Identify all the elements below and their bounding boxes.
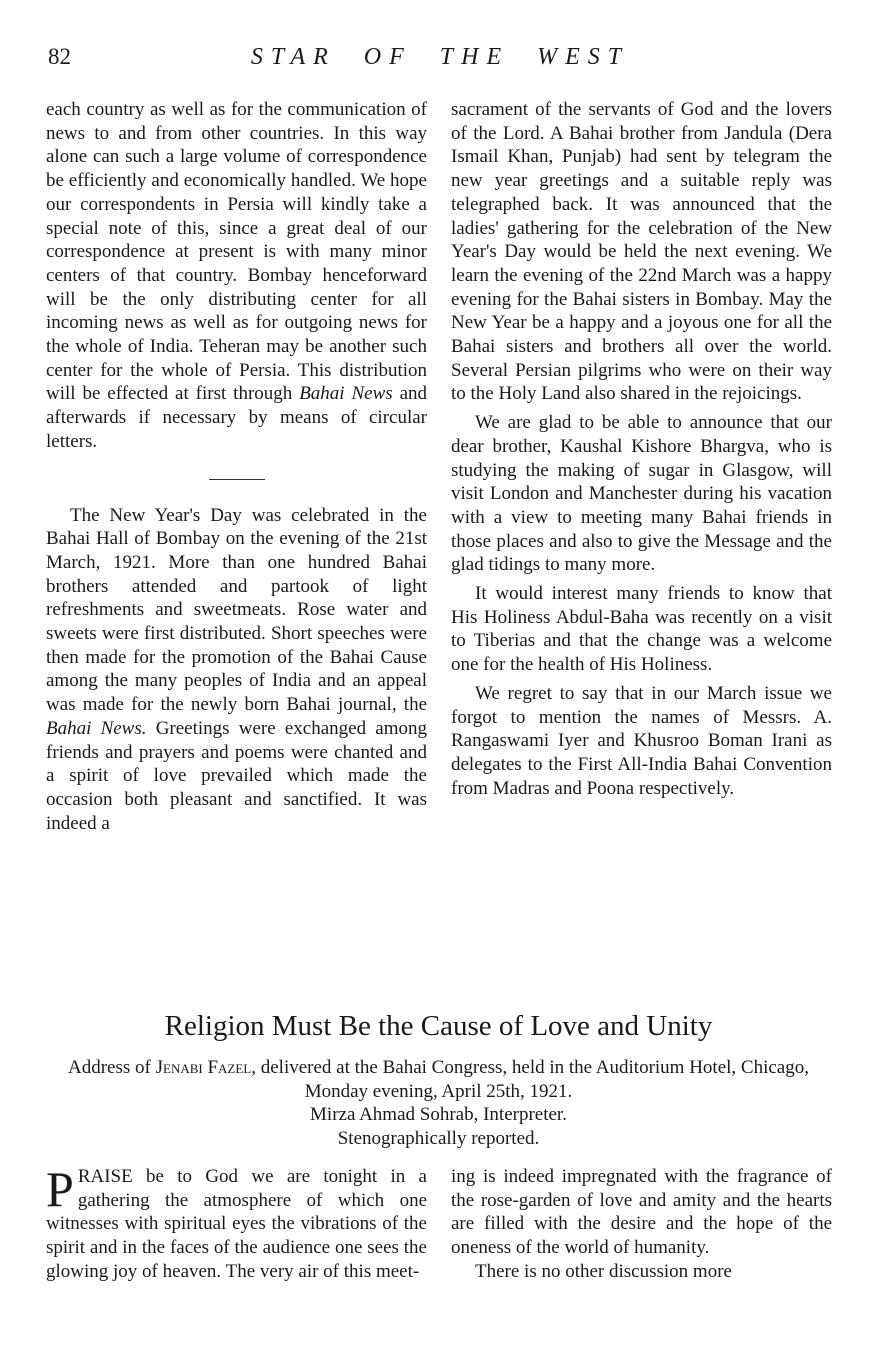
left-paragraph-1: each country as well as for the communication of news to and from other countries. In this way alone can such a large volume of correspondence be efficiently and economically handled. We hope our correspondents in Persia will kindly take a special note of this, since a great deal of our correspondence at present is with many minor centers of that country. Bombay henceforward will be the only distributing center for all incoming news as well as for outgoing news for the whole of India. Teheran may be another such center for the whole of Persia. This distribution will be effected at first through Bahai News and afterwards if necessary by means of circular letters. <box>46 99 427 452</box>
running-title: STAR OF THE WEST <box>250 44 630 70</box>
right-paragraph-4: We regret to say that in our March issue we forgot to mention the names of Messrs. A. Rangaswami Iyer and Khusroo Boman Irani as delegates to the First All-India Bahai Convention from Madras and Poona respectively. <box>451 682 832 799</box>
article-body-right <box>451 1165 832 1284</box>
article-paragraph-1-cont: ing is indeed impregnated with the fragrance of the rose-garden of love and amity and the hearts are filled with the desire and the hope of the oneness of the world of humanity. <box>451 1166 832 1259</box>
byline-line: Address of Jenabi Fazel, delivered at the Bahai Congress, held in the Auditorium Hotel, Chicago, Monday evening, April 25th, 1921. <box>68 1057 809 1102</box>
left-column <box>46 98 427 835</box>
page-number: 82 <box>48 44 71 69</box>
right-column <box>451 98 832 800</box>
interpreter-line: Mirza Ahmad Sohrab, Interpreter. <box>310 1104 567 1125</box>
drop-cap: P <box>46 1161 74 1217</box>
article-paragraph-2: There is no other discussion more <box>475 1260 732 1282</box>
article-title: Religion Must Be the Cause of Love and Unity <box>164 1010 713 1042</box>
left-paragraph-2: The New Year's Day was celebrated in the Bahai Hall of Bombay on the evening of the 21st March, 1921. More than one hundred Bahai brothers attended and partook of light refreshments and sweetmeats. Rose water and sweets were first distributed. Short speeches were then made for the promotion of the Bahai Cause among the many peoples of India and an appeal was made for the newly born Bahai journal, the Bahai News. Greetings were exchanged among friends and prayers and poems were chanted and a spirit of love prevailed which made the occasion both pleasant and sanctified. It was indeed a <box>46 504 427 834</box>
article-paragraph-1: PRAISE be to God we are tonight in a gathering the atmosphere of which one witnesses with spiritual eyes the vibrations of the spirit and in the faces of the audience one sees the glowing joy of heaven. The very air of this meet- <box>46 1161 427 1282</box>
right-paragraph-2: We are glad to be able to announce that our dear brother, Kaushal Kishore Bhargva, who is studying the making of sugar in Glasgow, will visit London and Manchester during his vacation with a view to meeting many Bahai friends in those places and also to give the Message and the glad tidings to many more. <box>451 412 832 576</box>
reported-line: Stenographically reported. <box>337 1127 540 1149</box>
article-byline <box>40 1056 837 1150</box>
right-paragraph-1: sacrament of the servants of God and the lovers of the Lord. A Bahai brother from Jandula (Dera Ismail Khan, Punjab) had sent by telegram the new year greetings and a suitable reply was telegraphed back. It was announced that the ladies' gathering for the celebration of the New Year's Day would be held the next evening. We learn the evening of the 22nd March was a happy evening for the Bahai sisters in Bombay. May the New Year be a happy and a joyous one for all the Bahai sisters and brothers all over the world. Several Persian pilgrims who were on their way to the Holy Land also shared in the rejoicings. <box>451 99 832 405</box>
section-divider <box>209 479 265 480</box>
right-paragraph-3: It would interest many friends to know that His Holiness Abdul-Baha was recently on a visit to Tiberias and that the change was a welcome one for the health of His Holiness. <box>451 583 832 676</box>
article-body-left <box>46 1161 427 1284</box>
